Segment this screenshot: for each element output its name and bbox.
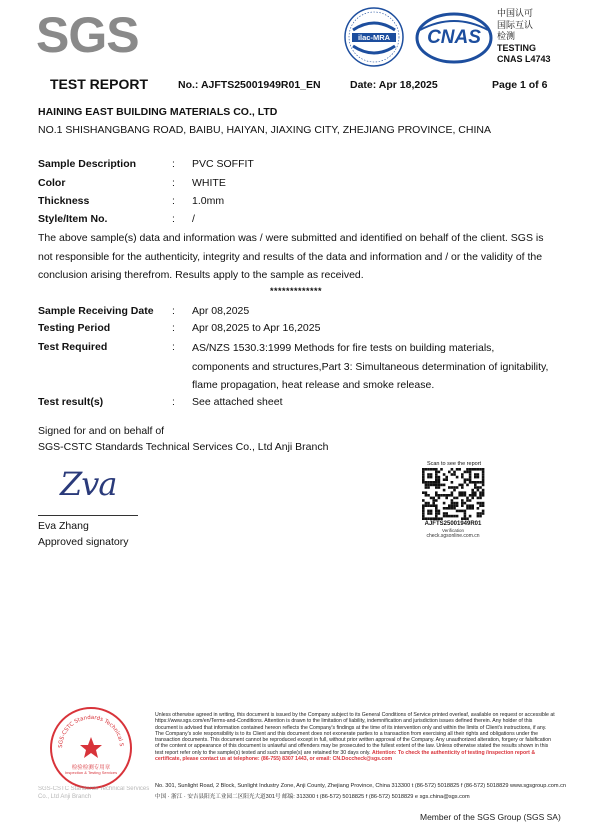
address-en: No. 301, Sunlight Road, 2 Block, Sunlight Industry Zone, Anji County, Zhejiang Province, China 313300 t (86-572) 5018825 f (86-572) 5018829 www.sgsgroup.com.cn — [155, 783, 566, 789]
svg-text:SGS-CSTC Standards Technical S — [48, 705, 124, 748]
sgs-logo: SGS — [36, 7, 139, 63]
stamp-label: 检验检测专用章 — [71, 765, 111, 771]
attention-text: Attention: To check the authenticity of testing /inspection report & certificate, please contact us at telephone: (86-755) 8307 1443, or email: CN.Doccheck@sgs.com — [155, 749, 536, 763]
qr-code[interactable] — [421, 468, 485, 520]
client-address: NO.1 SHISHANGBANG ROAD, BAIBU, HAIYAN, JIAXING CITY, ZHEJIANG PROVINCE, CHINA — [38, 124, 491, 136]
disclaimer-line: conclusion arising therefrom. Results apply to the sample as received. — [38, 269, 364, 281]
qr-caption: Scan to see the report — [426, 461, 482, 467]
field-label: Sample Description — [38, 158, 137, 170]
accreditation-text — [497, 8, 551, 66]
signed-for: Signed for and on behalf of — [38, 425, 165, 437]
test-required-line: flame propagation, heat release and smoke release. — [192, 379, 435, 391]
field-label: Testing Period — [38, 322, 111, 334]
member-text: Member of the SGS Group (SGS SA) — [420, 812, 561, 822]
signing-org: SGS-CSTC Standards Technical Services Co., Ltd Anji Branch — [38, 441, 329, 453]
field-value: PVC SOFFIT — [192, 158, 254, 170]
test-required-line: components and structures,Part 3: Simultaneous determination of ignitability, — [192, 360, 549, 373]
field-value: See attached sheet — [192, 396, 283, 408]
accreditation-line: TESTING — [497, 42, 537, 53]
field-value: Apr 08,2025 to Apr 16,2025 — [192, 322, 321, 334]
report-number: No.: AJFTS25001949R01_EN — [178, 79, 321, 91]
report-title: TEST REPORT — [50, 76, 149, 92]
field-label: Test Required — [38, 341, 108, 353]
stamp-label-en: Inspection & Testing Services — [64, 770, 118, 775]
accreditation-line: 检测 — [497, 31, 516, 41]
qr-site: check.sgsonline.com.cn — [426, 533, 480, 539]
terms-text: Unless otherwise agreed in writing, this document is issued by the Company subject to its General Conditions of Service printed overleaf, available on request or accessible at https://www.sgs.com/en/Terms-and-Conditions. Attention is drawn to the limitation of liability, indemnification and jurisdiction issues defined therein. Any holder of this document is advised that information contained hereon reflects the Company's findings at the time of its intervention only and within the limits of Client's instructions, if any. The Company's sole responsibility is to its Client and this document does not exonerate parties to a transaction from exercising all their rights and obligations under the transaction documents. This document cannot be reproduced except in full, without prior written approval of the Company. Any unauthorized alteration, forgery or falsification of the content or appearance of this document is unlawful and offenders may be prosecuted to the fullest extent of the law. Unless otherwise stated the results shown in this test report refer only to the sample(s) tested and such sample(s) are retained for 30 days only. Attention: To check the authenticity of testing /inspection report & certificate, please contact us at telephone: (86-755) 8307 1443, or email: CN.Doccheck@sgs.com — [155, 712, 555, 763]
company-stamp — [48, 705, 134, 791]
field-label: Style/Item No. — [38, 213, 108, 225]
signature-image: Zva — [60, 465, 117, 503]
disclaimer — [38, 229, 558, 285]
field-label: Test result(s) — [38, 396, 104, 408]
cnas-logo — [415, 12, 493, 64]
disclaimer-line: not responsible for the authenticity, integrity and results of the data and information and / or the validity of the — [38, 250, 543, 263]
ilac-mra-logo — [343, 6, 405, 68]
field-value: / — [192, 213, 195, 225]
qr-report-code: AJFTS25001949R01 — [424, 521, 482, 527]
field-label: Thickness — [38, 195, 90, 207]
accreditation-line: CNAS L4743 — [497, 54, 551, 64]
accreditation-line: 中国认可 — [497, 8, 534, 18]
signatory-name: Eva Zhang — [38, 520, 89, 532]
report-date: Date: Apr 18,2025 — [350, 79, 438, 91]
qr-verification: Verification — [441, 528, 464, 533]
ilac-mra-text: ilac-MRA — [357, 33, 391, 42]
accreditation-line: 国际互认 — [497, 19, 534, 30]
separator-stars: ************* — [270, 286, 323, 296]
field-label: Color — [38, 177, 66, 189]
cnas-logo-text: CNAS — [427, 27, 481, 48]
disclaimer-line: The above sample(s) data and information was / were submitted and identified on behalf of the client. SGS is — [38, 232, 544, 244]
test-required-line: AS/NZS 1530.3:1999 Methods for fire tests on building materials, — [192, 342, 495, 354]
field-value: Apr 08,2025 — [192, 305, 250, 317]
signature-line — [38, 515, 138, 516]
stamp-watermark: SGS-CSTC Standards Technical Services Co., Ltd Anji Branch — [38, 786, 150, 800]
stamp-arc-text: SGS-CSTC Standards Technical S — [57, 714, 124, 749]
field-label: Sample Receiving Date — [38, 305, 154, 317]
address-cn: 中国 · 浙江 · 安吉县阳光工业园二区阳光大道301号 邮编: 313300 t (86-572) 5018825 f (86-572) 5018829 e sgs.china@sgs.com — [155, 794, 470, 800]
page-indicator: Page 1 of 6 — [492, 79, 548, 91]
client-company: HAINING EAST BUILDING MATERIALS CO., LTD — [38, 106, 278, 118]
field-value: 1.0mm — [192, 195, 225, 207]
field-value: WHITE — [192, 177, 226, 189]
signatory-title: Approved signatory — [38, 536, 129, 548]
